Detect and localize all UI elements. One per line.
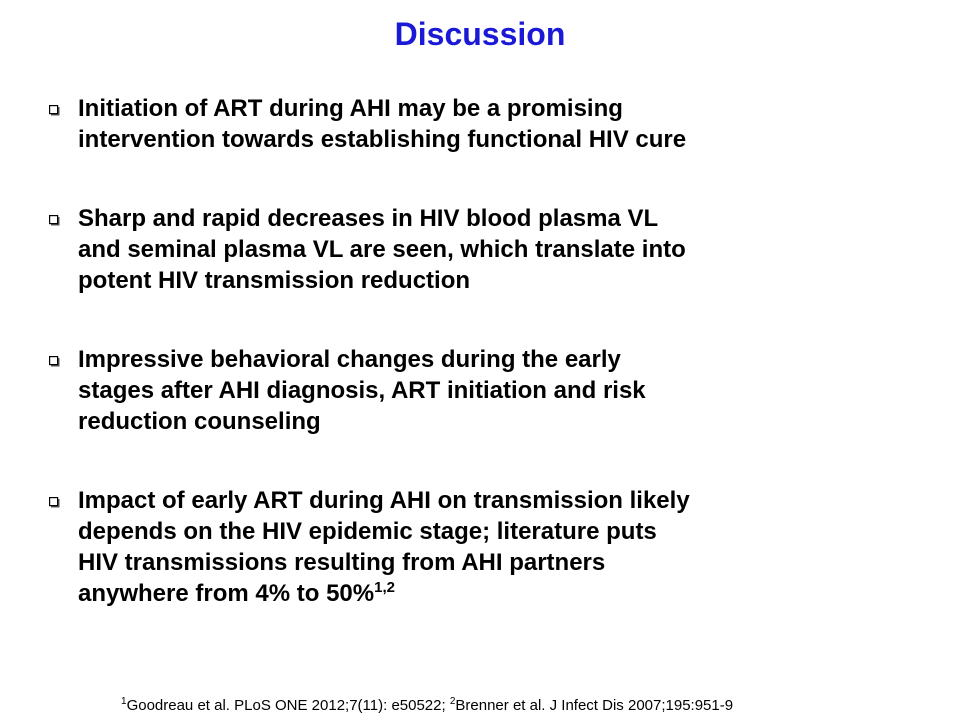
reference-sup-1: 1 [121,696,127,707]
citation-superscript: 1,2 [374,579,395,596]
bullet-text-main: Impact of early ART during AHI on transmission likely depends on the HIV epidemic stage; literature puts HIV transmissions resulting from AHI partners anywhere from 4% to 50% [78,487,690,607]
bullet-item [42,344,942,437]
bullet-item [42,485,942,609]
reference-part-2: Brenner et al. J Infect Dis 2007;195:951-9 [455,697,734,714]
bullet-item [42,93,942,155]
hollow-square-bullet-icon [49,215,59,225]
bullet-text: Sharp and rapid decreases in HIV blood plasma VL and seminal plasma VL are seen, which translate into potent HIV transmission reduction [78,205,686,294]
bullet-text: Initiation of ART during AHI may be a promising intervention towards establishing functional HIV cure [78,95,687,153]
bullet-text [78,485,942,609]
slide-title: Discussion [394,16,566,52]
bullet-text: Impressive behavioral changes during the early stages after AHI diagnosis, ART initiation and risk reduction counseling [78,346,646,435]
bullet-list [42,93,942,609]
bullet-item [42,203,942,296]
reference-sup-2: 2 [449,696,456,707]
hollow-square-bullet-icon [49,497,59,507]
reference-footnote [121,696,733,716]
hollow-square-bullet-icon [49,356,59,366]
hollow-square-bullet-icon [49,105,59,115]
reference-part-1: Goodreau et al. PLoS ONE 2012;7(11): e50522; [126,697,450,714]
